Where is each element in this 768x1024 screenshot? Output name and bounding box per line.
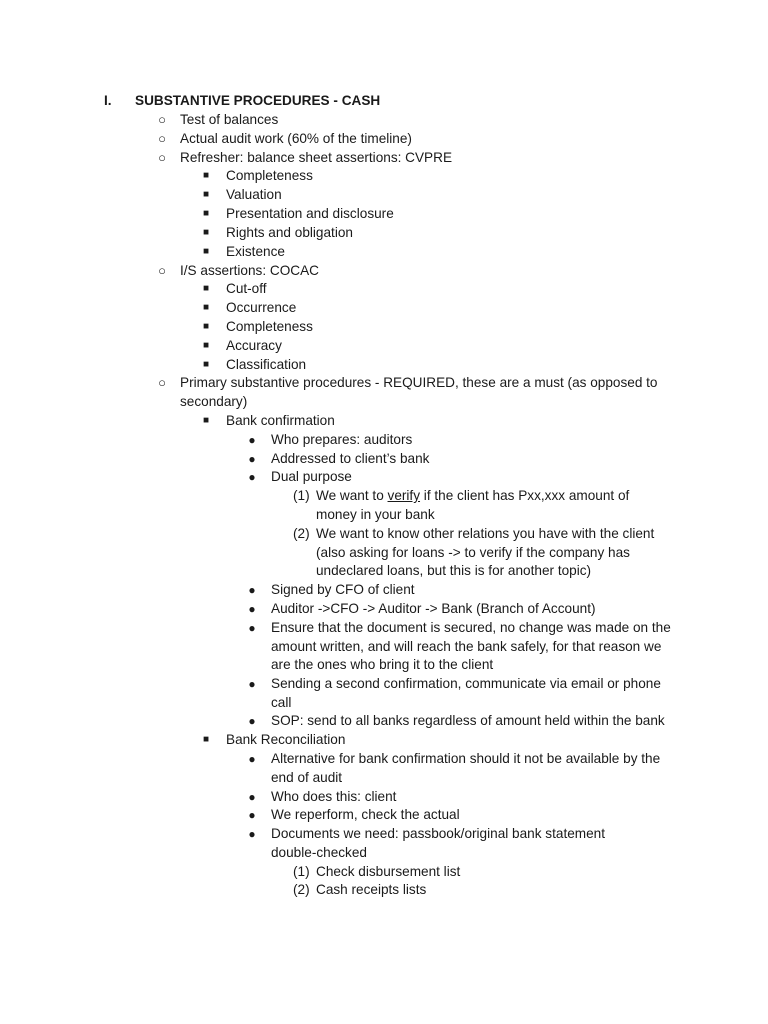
dot-bullet-icon: ●	[248, 452, 256, 466]
list-item: Ensure that the document is secured, no change was made on the	[271, 620, 671, 635]
list-item: We reperform, check the actual	[271, 807, 460, 822]
list-item: Addressed to client’s bank	[271, 451, 430, 466]
list-item: Existence	[226, 244, 285, 259]
list-item: I/S assertions: COCAC	[180, 263, 319, 278]
bank-reconciliation-heading: Bank Reconciliation	[226, 732, 346, 747]
list-item: Completeness	[226, 319, 313, 334]
square-bullet-icon: ■	[202, 415, 210, 426]
list-item: SOP: send to all banks regardless of amount held within the bank	[271, 713, 665, 728]
list-item-continuation: secondary)	[180, 394, 248, 409]
bank-confirmation-heading: Bank confirmation	[226, 413, 335, 428]
numbered-item: Cash receipts lists	[316, 882, 427, 897]
square-bullet-icon: ■	[202, 302, 210, 313]
square-bullet-icon: ■	[202, 734, 210, 745]
list-item: Signed by CFO of client	[271, 582, 415, 597]
list-item-continuation: call	[271, 695, 292, 710]
dot-bullet-icon: ●	[248, 677, 256, 691]
list-item: Primary substantive procedures - REQUIRED, these are a must (as opposed to	[180, 375, 658, 390]
square-bullet-icon: ■	[202, 208, 210, 219]
list-item: Sending a second confirmation, communicate via email or phone	[271, 676, 661, 691]
numbered-item: We want to know other relations you have with the client	[316, 526, 655, 541]
dot-bullet-icon: ●	[248, 470, 256, 484]
list-item: Actual audit work (60% of the timeline)	[180, 131, 412, 146]
list-item: Documents we need: passbook/original bank statement	[271, 826, 605, 841]
list-item: Auditor ->CFO -> Auditor -> Bank (Branch of Account)	[271, 601, 596, 616]
numbered-item-continuation: undeclared loans, but this is for another topic)	[316, 563, 592, 578]
square-bullet-icon: ■	[202, 189, 210, 200]
circle-bullet-icon: ○	[158, 112, 166, 127]
section-title: SUBSTANTIVE PROCEDURES - CASH	[135, 93, 381, 108]
list-item: Test of balances	[180, 112, 279, 127]
dot-bullet-icon: ●	[248, 752, 256, 766]
section-numeral: I.	[104, 93, 112, 108]
list-item-continuation: are the ones who bring it to the client	[271, 657, 494, 672]
circle-bullet-icon: ○	[158, 150, 166, 165]
list-item-continuation: double-checked	[271, 845, 367, 860]
dot-bullet-icon: ●	[248, 808, 256, 822]
square-bullet-icon: ■	[202, 227, 210, 238]
list-item: Who does this: client	[271, 789, 397, 804]
dot-bullet-icon: ●	[248, 583, 256, 597]
list-item: Refresher: balance sheet assertions: CVPRE	[180, 150, 453, 165]
list-item: Occurrence	[226, 300, 297, 315]
list-item: Classification	[226, 357, 307, 372]
list-number: (1)	[293, 488, 310, 503]
list-item: Completeness	[226, 168, 313, 183]
dot-bullet-icon: ●	[248, 714, 256, 728]
numbered-item: We want to verify if the client has Pxx,xxx amount of	[316, 488, 630, 503]
list-item: Rights and obligation	[226, 225, 353, 240]
square-bullet-icon: ■	[202, 340, 210, 351]
circle-bullet-icon: ○	[158, 263, 166, 278]
numbered-item: Check disbursement list	[316, 864, 461, 879]
list-item-continuation: end of audit	[271, 770, 343, 785]
dot-bullet-icon: ●	[248, 621, 256, 635]
list-item-continuation: amount written, and will reach the bank safely, for that reason we	[271, 639, 662, 654]
list-item: Valuation	[226, 187, 282, 202]
square-bullet-icon: ■	[202, 321, 210, 332]
dot-bullet-icon: ●	[248, 790, 256, 804]
list-item: Alternative for bank confirmation should it not be available by the	[271, 751, 661, 766]
list-number: (1)	[293, 864, 310, 879]
square-bullet-icon: ■	[202, 283, 210, 294]
list-item: Who prepares: auditors	[271, 432, 413, 447]
underlined-text: verify	[387, 488, 421, 503]
dot-bullet-icon: ●	[248, 602, 256, 616]
list-item: Dual purpose	[271, 469, 352, 484]
square-bullet-icon: ■	[202, 170, 210, 181]
square-bullet-icon: ■	[202, 246, 210, 257]
circle-bullet-icon: ○	[158, 375, 166, 390]
list-item: Accuracy	[226, 338, 282, 353]
dot-bullet-icon: ●	[248, 827, 256, 841]
square-bullet-icon: ■	[202, 359, 210, 370]
numbered-item-continuation: money in your bank	[316, 507, 435, 522]
list-item: Cut-off	[226, 281, 267, 296]
circle-bullet-icon: ○	[158, 131, 166, 146]
list-number: (2)	[293, 882, 310, 897]
list-item: Presentation and disclosure	[226, 206, 394, 221]
numbered-item-continuation: (also asking for loans -> to verify if the company has	[316, 545, 630, 560]
dot-bullet-icon: ●	[248, 433, 256, 447]
list-number: (2)	[293, 526, 310, 541]
